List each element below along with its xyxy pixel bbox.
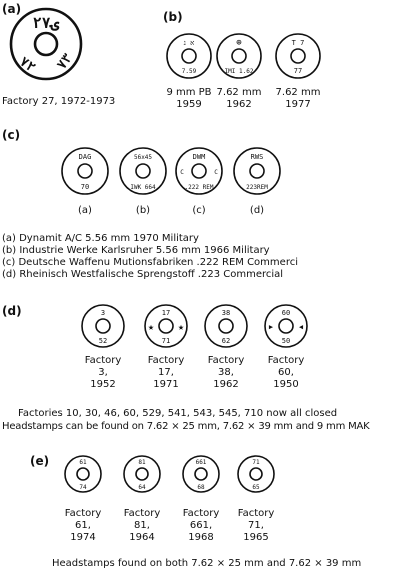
factory-caption-line2: 17, [158,367,174,378]
headstamp-tag: (b) [135,205,151,216]
factory-caption-line2: 661, [189,520,213,531]
headstamp-dag-70 [60,146,110,196]
factory-caption-line1: Factory [267,355,305,366]
legend-line-b: (b) Industrie Werke Karlsruher 5.56 mm 1966 Military [2,245,270,256]
legend-line-d: (d) Rheinisch Westfalische Sprengstoff .223 Commercial [2,269,284,280]
legend-line-c: (c) Deutsche Waffenu Mutionsfabriken .222 REM Commerci [2,257,298,268]
headstamp-bottom-text: 223REM [246,184,268,191]
headstamp-bottom-text: 50 [281,337,291,345]
headstamp-right-text: ٧٣ [54,51,76,73]
factory-caption-line1: Factory [207,355,245,366]
factory-caption-line3: 1964 [129,532,155,543]
factory-caption-line3: 1974 [70,532,96,543]
headstamp-top-text: 17 [161,309,171,317]
headstamp-tag: (c) [192,205,206,216]
star-icon: ★ [177,322,185,333]
section-a-label: (a) [2,2,22,16]
headstamps-found-note: Headstamps found on both 7.62 × 25 mm and 7.62 × 39 mm [52,558,362,569]
factory-caption-line3: 1965 [243,532,269,543]
headstamp-caption-line2: 1977 [285,99,311,110]
headstamp-left-text: C [180,169,184,176]
triangle-left-icon: ◀ [298,323,304,331]
factory-caption-line3: 1950 [273,379,299,390]
headstamp-bottom-text: 65 [252,484,260,491]
headstamp-bottom-text: 62 [221,337,231,345]
headstamp-calibers-note: Headstamps can be found on 7.62 × 25 mm, 7.62 × 39 mm and 9 mm MAK [2,421,370,432]
section-d-label: (d) [2,304,22,318]
headstamp-top-text: א נ [183,39,195,47]
triangle-right-icon: ▶ [268,323,274,331]
factory-caption-line1: Factory [64,508,102,519]
factory-caption-line1: Factory [123,508,161,519]
factory-caption-line2: 60, [278,367,294,378]
headstamp-factory-3 [80,302,126,350]
headstamp-top-text: 60 [281,309,291,317]
factory-caption-line2: 71, [248,520,264,531]
headstamp-t7-77 [274,30,322,82]
factory-caption-line2: 61, [75,520,91,531]
headstamp-bottom-text: IWK 664 [130,184,156,191]
factory-caption-line2: 81, [134,520,150,531]
headstamp-top-text: 71 [252,459,260,466]
headstamp-right-text: C [214,169,218,176]
factory-27-caption: Factory 27, 1972-1973 [2,96,116,107]
headstamp-factory-27 [8,6,84,82]
factory-caption-line1: Factory [182,508,220,519]
headstamp-bottom-text: 70 [80,183,90,191]
factory-caption-line1: Factory [147,355,185,366]
headstamp-factory-61 [63,450,103,498]
headstamp-bottom-text: 64 [138,484,146,491]
headstamp-top-text: ⊕ [236,38,242,48]
legend-line-a: (a) Dynamit A/C 5.56 mm 1970 Military [2,233,199,244]
headstamp-factory-81 [122,450,162,498]
headstamp-top-text: RWS [250,153,264,161]
headstamp-factory-71 [236,450,276,498]
headstamp-factory-38 [203,302,249,350]
headstamp-factory-60 [263,302,309,350]
headstamp-bottom-text: 68 [197,484,205,491]
headstamp-top-text: 3 [100,309,106,317]
headstamp-top-text: 81 [138,459,146,466]
headstamp-top-text: 56x45 [133,154,153,161]
headstamp-caption-line1: 9 mm PB [166,87,212,98]
headstamp-9mm-pb [165,30,213,82]
headstamp-bottom-text: 52 [98,337,108,345]
closed-factories-note: Factories 10, 30, 46, 60, 529, 541, 543, 545, 710 now all closed [18,408,338,419]
headstamp-top-text: DAG [78,153,92,161]
headstamp-tag: (d) [249,205,265,216]
factory-caption-line3: 1962 [213,379,239,390]
factory-caption-line1: Factory [237,508,275,519]
headstamp-caption-line1: 7.62 mm [216,87,262,98]
section-b-label: (b) [163,10,183,24]
headstamp-top-text: T 7 [291,39,305,47]
headstamp-caption-line1: 7.62 mm [275,87,321,98]
factory-caption-line3: 1971 [153,379,179,390]
factory-caption-line1: Factory [84,355,122,366]
headstamp-top-text: 661 [195,459,207,466]
factory-caption-line3: 1968 [188,532,214,543]
headstamp-caption-line2: 1962 [226,99,252,110]
headstamp-iwk-664 [118,146,168,196]
headstamp-top-text: 38 [221,309,231,317]
star-icon: ★ [147,322,155,333]
headstamp-tag: (a) [78,205,92,216]
headstamp-top-text: DWM [192,153,206,161]
headstamp-rws-223 [232,146,282,196]
headstamp-bottom-text: .222 REM [184,184,214,191]
section-e-label: (e) [30,454,50,468]
factory-caption-line2: 3, [98,367,108,378]
headstamp-bottom-text: 77 [293,67,303,75]
headstamp-imi-7-62 [215,30,263,82]
headstamp-left-text: ٧٢ [16,54,38,76]
section-c-label: (c) [2,128,21,142]
headstamp-bottom-text: 74 [79,484,87,491]
headstamp-bottom-text: 71 [161,337,171,345]
headstamp-dwm-222 [174,146,224,196]
headstamp-bottom-text: IMI 1.62 [224,68,254,75]
headstamp-factory-661 [181,450,221,498]
factory-caption-line2: 38, [218,367,234,378]
headstamp-bottom-text: 7.59 [181,68,197,75]
headstamp-top-text: 61 [79,459,87,466]
headstamp-factory-17 [143,302,189,350]
headstamp-caption-line2: 1959 [176,99,202,110]
factory-caption-line3: 1952 [90,379,116,390]
headstamp-top-text: ۍ٢٧ [32,14,60,32]
